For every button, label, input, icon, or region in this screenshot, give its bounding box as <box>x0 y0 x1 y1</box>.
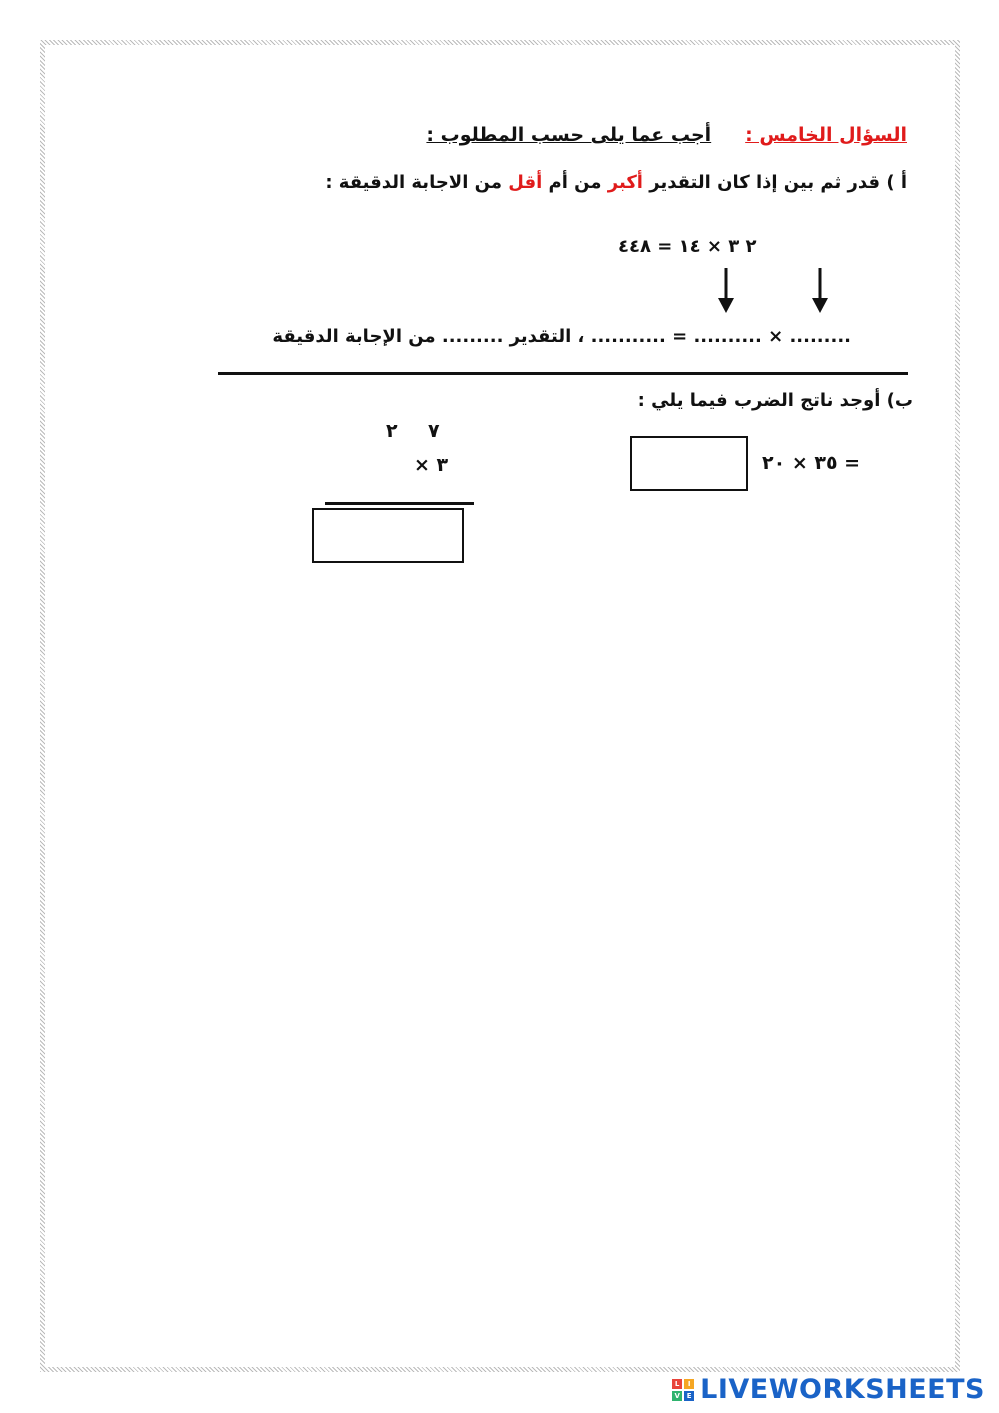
arrow-down-icon <box>810 268 830 314</box>
brand-name: LIVEWORKSHEETS <box>700 1374 985 1405</box>
part-a-text-middle: من أم <box>542 172 608 193</box>
logo-letter: I <box>684 1379 694 1389</box>
answer-box-horizontal[interactable] <box>630 436 748 491</box>
answer-box-vertical[interactable] <box>312 508 464 563</box>
part-b-heading: ب) أوجد ناتج الضرب فيما يلي : <box>637 390 913 411</box>
vertical-top-digit: ٧ <box>428 420 440 442</box>
word-less: أقل <box>508 172 543 193</box>
logo-letter: V <box>672 1391 682 1401</box>
part-a-text-after: من الاجابة الدقيقة : <box>325 172 509 193</box>
multiplication-equation: ٢ ٣ × ١٤ = ٤٤٨ <box>618 236 757 257</box>
vertical-result-line <box>325 502 474 505</box>
question-header <box>426 124 907 146</box>
word-greater: أكبر <box>607 172 643 193</box>
page-border <box>40 40 960 1372</box>
section-divider <box>218 372 908 375</box>
liveworksheets-logo[interactable] <box>672 1374 985 1405</box>
part-a-text-before: أ ) قدر ثم بين إذا كان التقدير <box>642 172 907 193</box>
arrow-down-icon <box>716 268 736 314</box>
logo-mark-icon <box>672 1379 694 1401</box>
part-a-instruction <box>325 172 907 193</box>
question-label: السؤال الخامس : <box>745 124 907 146</box>
question-instruction: أجب عما يلى حسب المطلوب : <box>426 124 712 146</box>
vertical-second-row: × ٣ <box>414 454 449 476</box>
horizontal-multiplication: ٣٥ × ٢٠ = <box>762 452 861 474</box>
vertical-top-digit: ٢ <box>386 420 398 442</box>
estimate-line[interactable]: ......... × .......... = ........... ، التقدير ......... من الإجابة الدقيقة <box>272 326 851 347</box>
logo-letter: E <box>684 1391 694 1401</box>
logo-letter: L <box>672 1379 682 1389</box>
